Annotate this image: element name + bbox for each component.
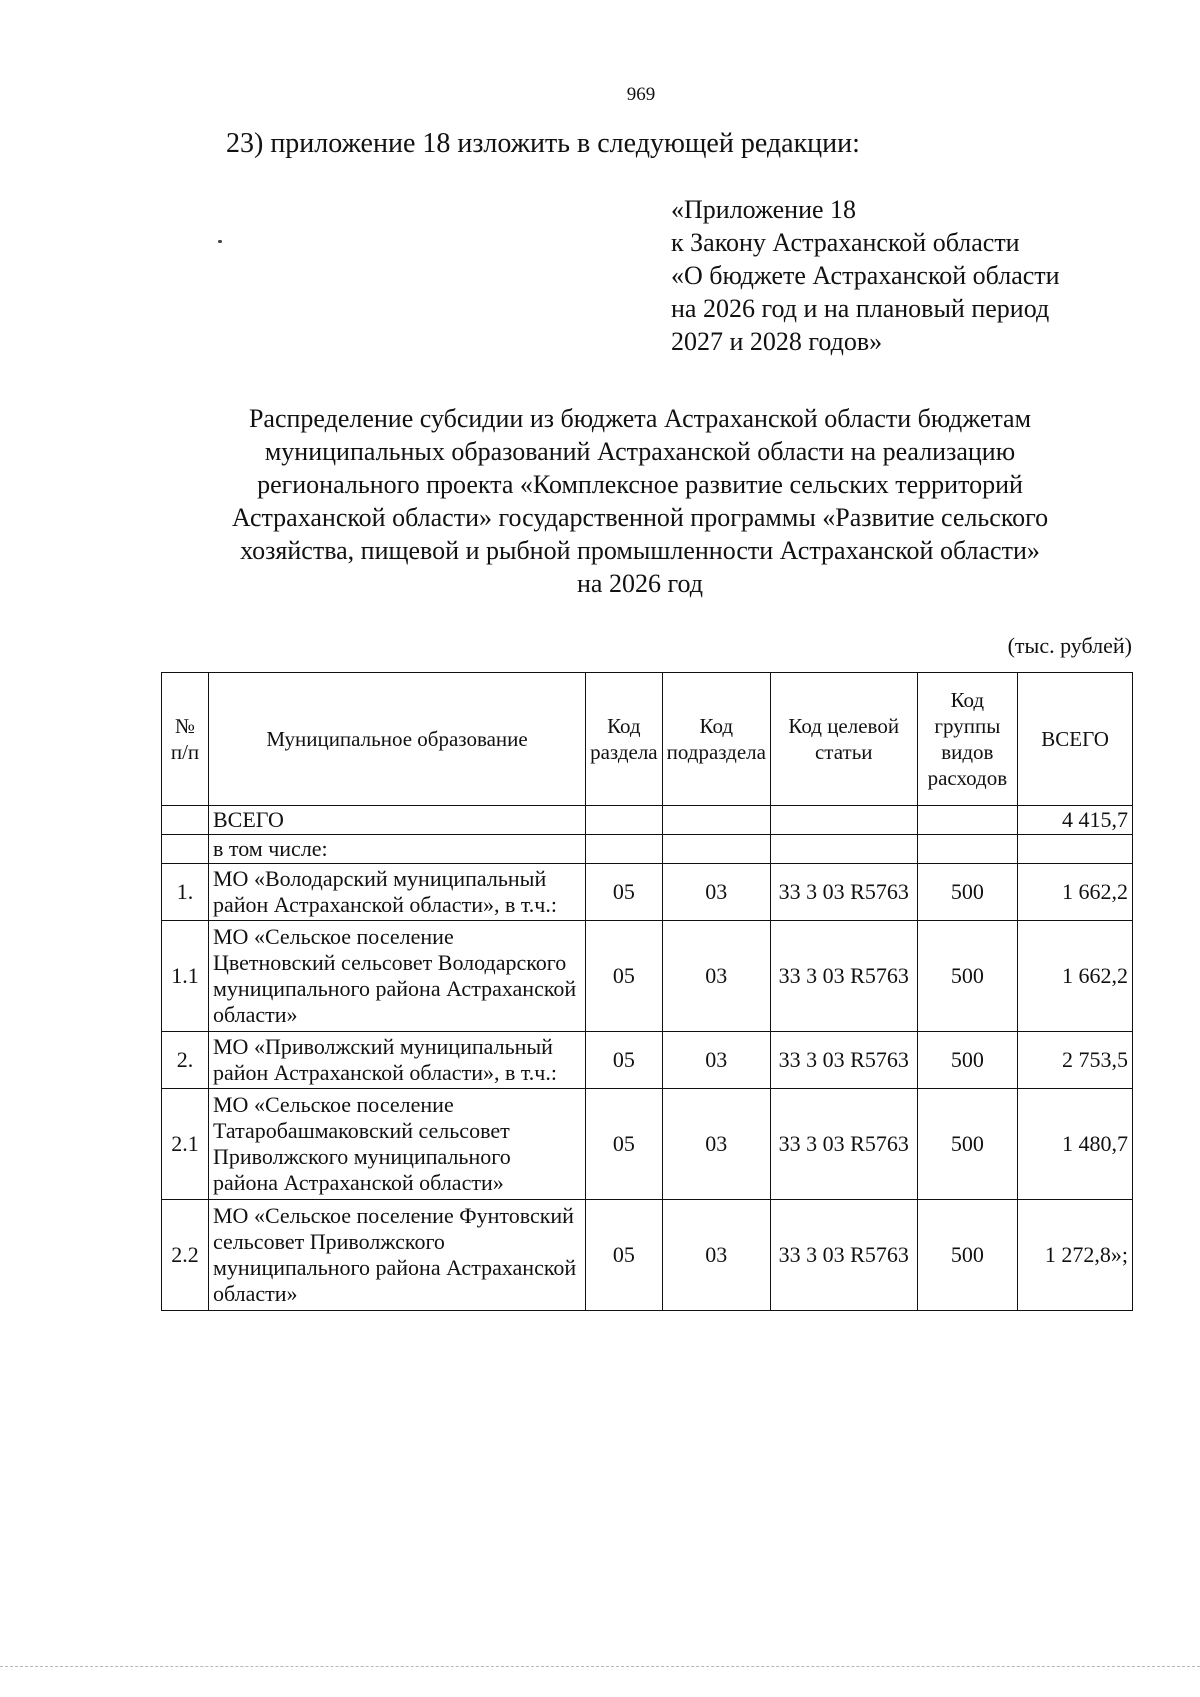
- cell-num: 2.1: [162, 1089, 209, 1200]
- cell-num: 1.: [162, 864, 209, 921]
- document-title: [180, 402, 1100, 600]
- appendix-header-line: на 2026 год и на плановый период: [671, 294, 1050, 323]
- cell-razdel: [586, 806, 663, 835]
- cell-podrazdel: 03: [662, 921, 770, 1032]
- cell-razdel: 05: [586, 1032, 663, 1089]
- cell-razdel: 05: [586, 1200, 663, 1311]
- title-line: муниципальных образований Астраханской области на реализацию: [264, 437, 1016, 466]
- cell-name: ВСЕГО: [209, 806, 586, 835]
- appendix-header-line: 2027 и 2028 годов»: [671, 327, 883, 356]
- cell-podrazdel: [662, 835, 770, 864]
- cell-group: 500: [917, 864, 1018, 921]
- table-row: [162, 806, 1133, 835]
- page-number: 969: [626, 84, 656, 105]
- cell-total: 1 480,7: [1018, 1089, 1133, 1200]
- cell-total: 1 662,2: [1018, 864, 1133, 921]
- cell-total: [1018, 835, 1133, 864]
- cell-group: [917, 806, 1018, 835]
- table-row: [162, 921, 1133, 1032]
- appendix-header: [671, 193, 1060, 358]
- cell-razdel: 05: [586, 864, 663, 921]
- cell-target: 33 3 03 R5763: [770, 1032, 917, 1089]
- cell-group: 500: [917, 1032, 1018, 1089]
- cell-razdel: [586, 835, 663, 864]
- title-line: на 2026 год: [577, 569, 703, 598]
- column-header-total: ВСЕГО: [1018, 673, 1133, 806]
- cell-num: [162, 835, 209, 864]
- cell-target: [770, 835, 917, 864]
- cell-name: МО «Приволжский муниципальный район Астраханской области», в т.ч.:: [209, 1032, 586, 1089]
- table-header-row: [162, 673, 1133, 806]
- cell-target: 33 3 03 R5763: [770, 921, 917, 1032]
- subsidy-table: [161, 672, 1133, 1311]
- cell-target: [770, 806, 917, 835]
- cell-num: 2.2: [162, 1200, 209, 1311]
- cell-name: МО «Володарский муниципальный район Астраханской области», в т.ч.:: [209, 864, 586, 921]
- cell-name: МО «Сельское поселение Татаробашмаковский сельсовет Приволжского муниципального района Астраханской области»: [209, 1089, 586, 1200]
- cell-total: 4 415,7: [1018, 806, 1133, 835]
- cell-podrazdel: 03: [662, 864, 770, 921]
- cell-num: 2.: [162, 1032, 209, 1089]
- title-line: Распределение субсидии из бюджета Астраханской области бюджетам: [248, 404, 1032, 433]
- cell-name: МО «Сельское поселение Цветновский сельсовет Володарского муниципального района Астраханской области»: [209, 921, 586, 1032]
- cell-podrazdel: 03: [662, 1032, 770, 1089]
- cell-num: 1.1: [162, 921, 209, 1032]
- cell-razdel: 05: [586, 1089, 663, 1200]
- table-row: [162, 1200, 1133, 1311]
- cell-target: 33 3 03 R5763: [770, 864, 917, 921]
- appendix-header-line: к Закону Астраханской области: [671, 228, 1020, 257]
- cell-podrazdel: [662, 806, 770, 835]
- table-row: [162, 1032, 1133, 1089]
- cell-razdel: 05: [586, 921, 663, 1032]
- cell-podrazdel: 03: [662, 1089, 770, 1200]
- cell-total: 1 662,2: [1018, 921, 1133, 1032]
- cell-group: 500: [917, 1200, 1018, 1311]
- table-row: [162, 1089, 1133, 1200]
- cell-target: 33 3 03 R5763: [770, 1089, 917, 1200]
- units-label: (тыс. рублей): [1007, 633, 1132, 658]
- column-header-name: Муниципальное образование: [209, 673, 586, 806]
- column-header-target: Код целевой статьи: [770, 673, 917, 806]
- cell-num: [162, 806, 209, 835]
- cell-total: 2 753,5: [1018, 1032, 1133, 1089]
- column-header-group: Код группы видов расходов: [917, 673, 1018, 806]
- cell-podrazdel: 03: [662, 1200, 770, 1311]
- amendment-instruction: 23) приложение 18 изложить в следующей редакции:: [226, 128, 860, 159]
- cell-group: 500: [917, 1089, 1018, 1200]
- scan-edge-line: [0, 1666, 1200, 1668]
- cell-total: 1 272,8»;: [1018, 1200, 1133, 1311]
- cell-name: МО «Сельское поселение Фунтовский сельсовет Приволжского муниципального района Астраханской области»: [209, 1200, 586, 1311]
- cell-group: 500: [917, 921, 1018, 1032]
- scan-speck: [218, 240, 222, 243]
- table-row: [162, 864, 1133, 921]
- appendix-header-line: «Приложение 18: [671, 195, 857, 224]
- cell-group: [917, 835, 1018, 864]
- column-header-podrazdel: Код подраздела: [662, 673, 770, 806]
- title-line: регионального проекта «Комплексное развитие сельских территорий: [257, 470, 1023, 499]
- column-header-num: № п/п: [162, 673, 209, 806]
- cell-target: 33 3 03 R5763: [770, 1200, 917, 1311]
- title-line: Астраханской области» государственной программы «Развитие сельского: [231, 503, 1049, 532]
- title-line: хозяйства, пищевой и рыбной промышленности Астраханской области»: [240, 536, 1040, 565]
- cell-name: в том числе:: [209, 835, 586, 864]
- appendix-header-line: «О бюджете Астраханской области: [671, 261, 1060, 290]
- column-header-razdel: Код раздела: [586, 673, 663, 806]
- table-row: [162, 835, 1133, 864]
